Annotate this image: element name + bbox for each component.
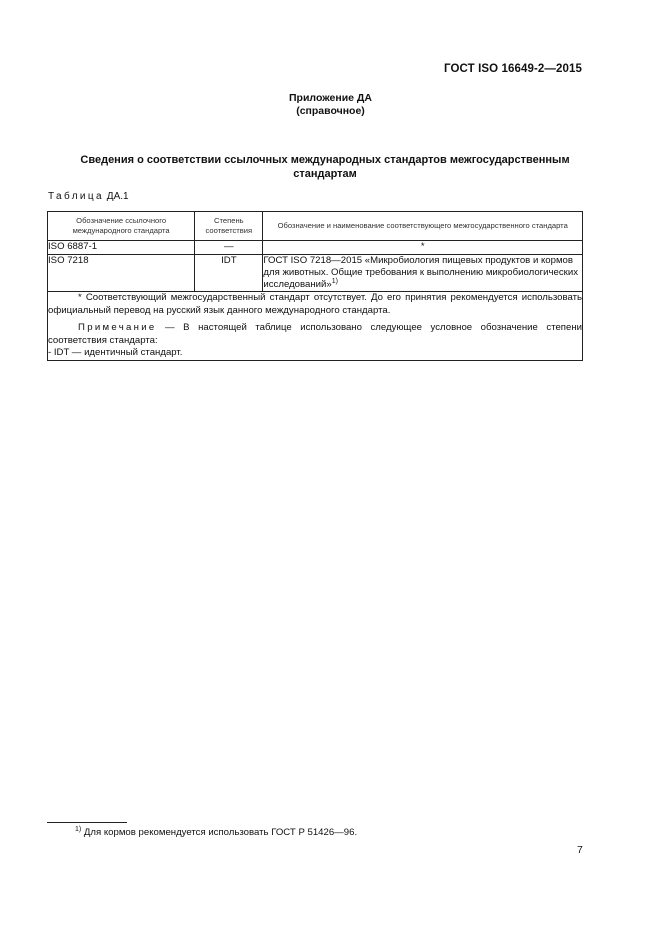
footnote-text: Для кормов рекомендуется использовать ГОСТ Р 51426—96. (83, 827, 358, 838)
note-item: - IDT — идентичный стандарт. (48, 347, 183, 358)
note-text: — В настоящей таблице использовано следующее условное обозначение степени соответствия стандарта: (48, 322, 582, 346)
table-row (48, 241, 583, 255)
table-notes-cell (48, 292, 583, 361)
note-label: Примечание (78, 322, 157, 333)
footnote-mark: 1) (75, 826, 82, 833)
cell-national-text: ГОСТ ISO 7218—2015 «Микробиология пищевых продуктов и кормов для животных. Общие требования к выполнению микробиологических исследований» (263, 255, 579, 290)
table-caption-word: Таблица (48, 191, 105, 202)
footnote-reference-mark: 1) (331, 278, 338, 285)
cell-reference: ISO 6887-1 (48, 241, 195, 255)
footnote-separator (47, 822, 127, 823)
header-degree-of-conformity: Степень соответствия (195, 212, 263, 241)
star-footnote: * Соответствующий межгосударственный стандарт отсутствует. До его принятия рекомендуется использовать официальный перевод на русский язык данного международного стандарта. (48, 292, 582, 316)
table-header-row (48, 212, 583, 241)
table-caption-number: ДА.1 (106, 191, 129, 202)
annex-subtitle: (справочное) (296, 105, 365, 117)
page-footnote (75, 827, 357, 838)
table-row (48, 255, 583, 292)
header-national-standard: Обозначение и наименование соответствующего межгосударственного стандарта (263, 212, 583, 241)
annex-heading (0, 92, 661, 118)
cell-reference: ISO 7218 (48, 255, 195, 292)
table-caption (48, 191, 129, 202)
header-reference-standard: Обозначение ссылочного международного стандарта (48, 212, 195, 241)
cell-degree: IDT (195, 255, 263, 292)
cell-national (263, 255, 583, 292)
page-number: 7 (577, 844, 583, 856)
annex-title: Приложение ДА (289, 92, 372, 104)
section-title: Сведения о соответствии ссылочных международных стандартов межгосударственным стандартам (80, 154, 570, 180)
standard-code-header: ГОСТ ISO 16649-2—2015 (444, 63, 582, 75)
table-notes-row (48, 292, 583, 361)
table-note (48, 322, 582, 347)
cell-national: * (263, 241, 583, 255)
cell-degree: — (195, 241, 263, 255)
reference-standards-table (47, 211, 583, 361)
